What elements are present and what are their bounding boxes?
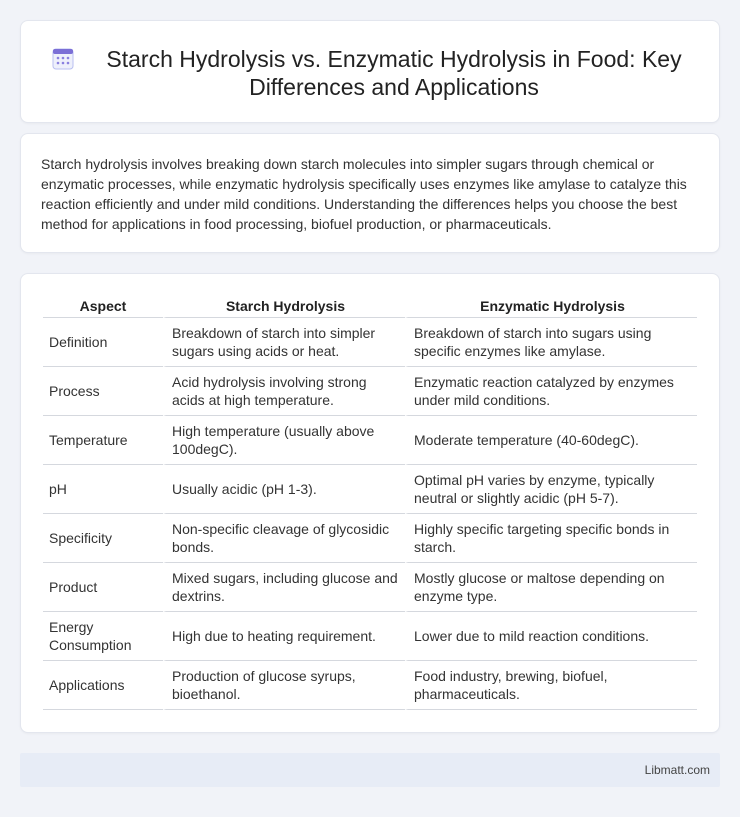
intro-card: [20, 133, 720, 253]
cell-enzymatic: Lower due to mild reaction conditions.: [405, 612, 697, 661]
cell-starch: Mixed sugars, including glucose and dextrins.: [163, 563, 405, 612]
page-title: Starch Hydrolysis vs. Enzymatic Hydrolysis in Food: Key Differences and Applications: [106, 46, 682, 100]
cell-enzymatic: Moderate temperature (40-60degC).: [405, 416, 697, 465]
cell-enzymatic: Optimal pH varies by enzyme, typically neutral or slightly acidic (pH 5-7).: [405, 465, 697, 514]
table-row: [43, 465, 697, 514]
footer-site-link[interactable]: Libmatt.com: [644, 763, 710, 777]
cell-enzymatic: Highly specific targeting specific bonds in starch.: [405, 514, 697, 563]
table-header-row: [43, 294, 697, 318]
cell-aspect: Energy Consumption: [43, 612, 163, 661]
table-row: [43, 661, 697, 710]
cell-aspect: Temperature: [43, 416, 163, 465]
document-icon: [51, 47, 75, 71]
header-enzymatic-hydrolysis: Enzymatic Hydrolysis: [405, 294, 697, 318]
cell-starch: High temperature (usually above 100degC).: [163, 416, 405, 465]
table-row: [43, 416, 697, 465]
table-row: [43, 612, 697, 661]
cell-starch: Usually acidic (pH 1-3).: [163, 465, 405, 514]
cell-starch: Acid hydrolysis involving strong acids at high temperature.: [163, 367, 405, 416]
cell-enzymatic: Breakdown of starch into sugars using specific enzymes like amylase.: [405, 318, 697, 367]
table-row: [43, 318, 697, 367]
comparison-card: [20, 273, 720, 733]
intro-paragraph: Starch hydrolysis involves breaking down starch molecules into simpler sugars through chemical or enzymatic processes, while enzymatic hydrolysis specifically uses enzymes like amylase to catalyze this reaction efficiently and under mild conditions. Understanding the differences helps you choose the best method for applications in food processing, biofuel production, or pharmaceuticals.: [41, 156, 687, 232]
cell-starch: Breakdown of starch into simpler sugars using acids or heat.: [163, 318, 405, 367]
cell-starch: Non-specific cleavage of glycosidic bonds.: [163, 514, 405, 563]
cell-aspect: Definition: [43, 318, 163, 367]
header-card: [20, 20, 720, 123]
table-row: [43, 563, 697, 612]
comparison-table: [43, 294, 697, 710]
cell-aspect: Specificity: [43, 514, 163, 563]
cell-starch: High due to heating requirement.: [163, 612, 405, 661]
footer-bar: [20, 753, 720, 787]
cell-aspect: Process: [43, 367, 163, 416]
table-row: [43, 514, 697, 563]
cell-starch: Production of glucose syrups, bioethanol.: [163, 661, 405, 710]
cell-enzymatic: Food industry, brewing, biofuel, pharmaceuticals.: [405, 661, 697, 710]
cell-aspect: Product: [43, 563, 163, 612]
header-starch-hydrolysis: Starch Hydrolysis: [163, 294, 405, 318]
header-aspect: Aspect: [43, 294, 163, 318]
cell-enzymatic: Mostly glucose or maltose depending on enzyme type.: [405, 563, 697, 612]
cell-aspect: Applications: [43, 661, 163, 710]
cell-aspect: pH: [43, 465, 163, 514]
table-row: [43, 367, 697, 416]
cell-enzymatic: Enzymatic reaction catalyzed by enzymes under mild conditions.: [405, 367, 697, 416]
